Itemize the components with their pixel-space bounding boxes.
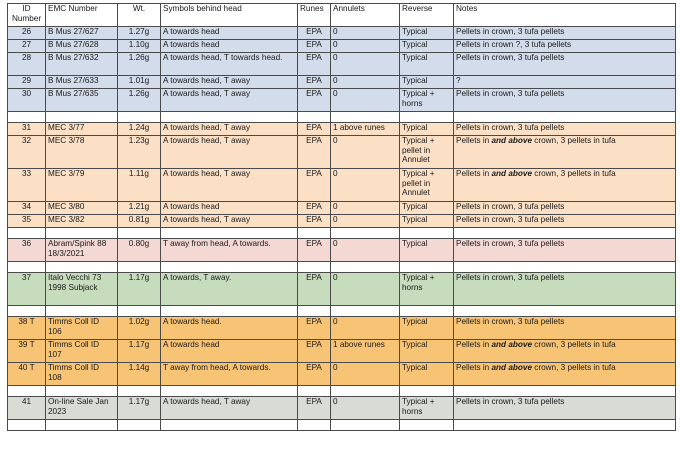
spacer-cell bbox=[298, 420, 331, 431]
spacer-cell bbox=[46, 386, 118, 397]
header-row bbox=[8, 4, 676, 27]
notes-text: crown, 3 pellets in tufa bbox=[532, 136, 616, 145]
table-row bbox=[8, 340, 676, 363]
spacer-cell bbox=[161, 420, 298, 431]
cell-annulets: 0 bbox=[331, 169, 400, 202]
cell-emc: On-line Sale Jan 2023 bbox=[46, 397, 118, 420]
spacer-row bbox=[8, 112, 676, 123]
cell-symbols: A towards head bbox=[161, 40, 298, 53]
cell-symbols: A towards head, T away bbox=[161, 136, 298, 169]
cell-annulets: 0 bbox=[331, 363, 400, 386]
spacer-cell bbox=[118, 262, 161, 273]
spacer-cell bbox=[298, 112, 331, 123]
header-wt: Wt. bbox=[118, 4, 161, 27]
cell-notes: Pellets in crown, 3 tufa pellets bbox=[454, 397, 676, 420]
spacer-cell bbox=[454, 262, 676, 273]
table-row bbox=[8, 27, 676, 40]
cell-symbols: A towards head bbox=[161, 27, 298, 40]
table-row bbox=[8, 89, 676, 112]
cell-wt: 1.17g bbox=[118, 273, 161, 306]
cell-emc: B Mus 27/627 bbox=[46, 27, 118, 40]
table-row bbox=[8, 317, 676, 340]
spacer-cell bbox=[46, 112, 118, 123]
cell-id: 30 bbox=[8, 89, 46, 112]
cell-reverse: Typical bbox=[400, 215, 454, 228]
notes-emphasis: and above bbox=[491, 136, 532, 145]
cell-reverse: Typical + pellet in Annulet bbox=[400, 169, 454, 202]
cell-symbols: A towards head, T away bbox=[161, 123, 298, 136]
spacer-cell bbox=[8, 386, 46, 397]
spacer-row bbox=[8, 228, 676, 239]
cell-runes: EPA bbox=[298, 317, 331, 340]
cell-symbols: T away from head, A towards. bbox=[161, 363, 298, 386]
cell-annulets: 1 above runes bbox=[331, 123, 400, 136]
spacer-cell bbox=[118, 386, 161, 397]
cell-annulets: 0 bbox=[331, 53, 400, 76]
table-row bbox=[8, 215, 676, 228]
cell-runes: EPA bbox=[298, 40, 331, 53]
header-annulets: Annulets bbox=[331, 4, 400, 27]
cell-runes: EPA bbox=[298, 363, 331, 386]
table-row bbox=[8, 40, 676, 53]
cell-wt: 1.24g bbox=[118, 123, 161, 136]
cell-annulets: 0 bbox=[331, 76, 400, 89]
spacer-cell bbox=[161, 262, 298, 273]
cell-runes: EPA bbox=[298, 169, 331, 202]
spacer-cell bbox=[331, 386, 400, 397]
header-reverse: Reverse bbox=[400, 4, 454, 27]
cell-reverse: Typical + pellet in Annulet bbox=[400, 136, 454, 169]
cell-annulets: 0 bbox=[331, 40, 400, 53]
cell-emc: B Mus 27/633 bbox=[46, 76, 118, 89]
table-row bbox=[8, 239, 676, 262]
cell-symbols: A towards head, T away bbox=[161, 76, 298, 89]
cell-runes: EPA bbox=[298, 340, 331, 363]
spacer-cell bbox=[8, 262, 46, 273]
notes-text: Pellets in bbox=[456, 340, 492, 349]
spacer-cell bbox=[454, 306, 676, 317]
cell-symbols: A towards head, T away bbox=[161, 397, 298, 420]
cell-emc: Abram/Spink 88 18/3/2021 bbox=[46, 239, 118, 262]
cell-annulets: 0 bbox=[331, 317, 400, 340]
table-row bbox=[8, 53, 676, 76]
cell-emc: MEC 3/79 bbox=[46, 169, 118, 202]
notes-text: Pellets in bbox=[456, 363, 492, 372]
cell-runes: EPA bbox=[298, 273, 331, 306]
spacer-cell bbox=[298, 386, 331, 397]
table-row bbox=[8, 136, 676, 169]
spacer-cell bbox=[400, 262, 454, 273]
notes-text: Pellets in bbox=[456, 169, 492, 178]
spacer-cell bbox=[331, 112, 400, 123]
spacer-cell bbox=[161, 228, 298, 239]
cell-reverse: Typical bbox=[400, 317, 454, 340]
cell-wt: 0.80g bbox=[118, 239, 161, 262]
header-id: ID Number bbox=[8, 4, 46, 27]
spacer-cell bbox=[298, 228, 331, 239]
cell-symbols: A towards head, T away bbox=[161, 89, 298, 112]
cell-wt: 1.26g bbox=[118, 53, 161, 76]
spacer-cell bbox=[454, 228, 676, 239]
cell-runes: EPA bbox=[298, 53, 331, 76]
cell-symbols: A towards head bbox=[161, 202, 298, 215]
table-row bbox=[8, 202, 676, 215]
spacer-cell bbox=[400, 420, 454, 431]
notes-emphasis: and above bbox=[491, 169, 532, 178]
cell-runes: EPA bbox=[298, 27, 331, 40]
cell-reverse: Typical + horns bbox=[400, 397, 454, 420]
cell-reverse: Typical bbox=[400, 340, 454, 363]
cell-notes: Pellets in crown, 3 tufa pellets bbox=[454, 273, 676, 306]
cell-notes: Pellets in crown, 3 tufa pellets bbox=[454, 215, 676, 228]
cell-symbols: A towards head, T away bbox=[161, 215, 298, 228]
header-emc: EMC Number bbox=[46, 4, 118, 27]
cell-wt: 1.14g bbox=[118, 363, 161, 386]
spacer-row bbox=[8, 306, 676, 317]
cell-emc: B Mus 27/632 bbox=[46, 53, 118, 76]
spacer-cell bbox=[331, 262, 400, 273]
cell-notes: ? bbox=[454, 76, 676, 89]
cell-wt: 1.17g bbox=[118, 397, 161, 420]
spacer-cell bbox=[454, 386, 676, 397]
cell-symbols: A towards head. bbox=[161, 317, 298, 340]
cell-annulets: 0 bbox=[331, 215, 400, 228]
cell-id: 28 bbox=[8, 53, 46, 76]
table-row bbox=[8, 123, 676, 136]
cell-runes: EPA bbox=[298, 202, 331, 215]
spacer-cell bbox=[161, 306, 298, 317]
spacer-cell bbox=[331, 420, 400, 431]
cell-reverse: Typical + horns bbox=[400, 273, 454, 306]
cell-id: 31 bbox=[8, 123, 46, 136]
cell-emc: MEC 3/78 bbox=[46, 136, 118, 169]
cell-annulets: 0 bbox=[331, 202, 400, 215]
table-body bbox=[8, 27, 676, 431]
spacer-row bbox=[8, 386, 676, 397]
cell-id: 41 bbox=[8, 397, 46, 420]
cell-id: 27 bbox=[8, 40, 46, 53]
notes-text: crown, 3 pellets in tufa bbox=[532, 363, 616, 372]
notes-text: crown, 3 pellets in tufa bbox=[532, 340, 616, 349]
cell-symbols: A towards, T away. bbox=[161, 273, 298, 306]
cell-notes: Pellets in crown, 3 tufa pellets bbox=[454, 317, 676, 340]
cell-id: 40 T bbox=[8, 363, 46, 386]
notes-text: Pellets in bbox=[456, 136, 492, 145]
cell-symbols: T away from head, A towards. bbox=[161, 239, 298, 262]
spacer-cell bbox=[454, 112, 676, 123]
spacer-cell bbox=[161, 112, 298, 123]
header-runes: Runes bbox=[298, 4, 331, 27]
spacer-cell bbox=[161, 386, 298, 397]
cell-reverse: Typical bbox=[400, 123, 454, 136]
spacer-cell bbox=[118, 112, 161, 123]
cell-wt: 1.02g bbox=[118, 317, 161, 340]
cell-id: 39 T bbox=[8, 340, 46, 363]
cell-runes: EPA bbox=[298, 89, 331, 112]
table-row bbox=[8, 397, 676, 420]
cell-emc: B Mus 27/628 bbox=[46, 40, 118, 53]
cell-notes: Pellets in crown, 3 tufa pellets bbox=[454, 53, 676, 76]
notes-emphasis: and above bbox=[491, 363, 532, 372]
cell-wt: 1.11g bbox=[118, 169, 161, 202]
cell-wt: 1.01g bbox=[118, 76, 161, 89]
cell-notes: Pellets in crown, 3 tufa pellets bbox=[454, 89, 676, 112]
notes-text: crown, 3 pellets in tufa bbox=[532, 169, 616, 178]
cell-notes bbox=[454, 363, 676, 386]
cell-reverse: Typical bbox=[400, 239, 454, 262]
spacer-cell bbox=[46, 262, 118, 273]
cell-notes: Pellets in crown, 3 tufa pellets bbox=[454, 239, 676, 262]
spacer-cell bbox=[8, 306, 46, 317]
cell-emc: Timms Coll ID 106 bbox=[46, 317, 118, 340]
spacer-cell bbox=[46, 228, 118, 239]
spacer-cell bbox=[400, 386, 454, 397]
cell-runes: EPA bbox=[298, 239, 331, 262]
cell-wt: 0.81g bbox=[118, 215, 161, 228]
cell-id: 35 bbox=[8, 215, 46, 228]
spacer-cell bbox=[400, 306, 454, 317]
table-row bbox=[8, 363, 676, 386]
cell-id: 29 bbox=[8, 76, 46, 89]
cell-reverse: Typical bbox=[400, 76, 454, 89]
cell-emc: Timms Coll ID 107 bbox=[46, 340, 118, 363]
coin-catalogue-sheet bbox=[7, 3, 675, 431]
spacer-cell bbox=[8, 420, 46, 431]
cell-notes: Pellets in crown, 3 tufa pellets bbox=[454, 27, 676, 40]
header-notes: Notes bbox=[454, 4, 676, 27]
cell-symbols: A towards head, T away bbox=[161, 169, 298, 202]
notes-emphasis: and above bbox=[491, 340, 532, 349]
spacer-cell bbox=[331, 228, 400, 239]
header-symbols: Symbols behind head bbox=[161, 4, 298, 27]
cell-wt: 1.27g bbox=[118, 27, 161, 40]
cell-id: 36 bbox=[8, 239, 46, 262]
cell-annulets: 0 bbox=[331, 273, 400, 306]
cell-emc: MEC 3/82 bbox=[46, 215, 118, 228]
coin-table bbox=[7, 3, 676, 431]
cell-id: 38 T bbox=[8, 317, 46, 340]
cell-symbols: A towards head bbox=[161, 340, 298, 363]
spacer-cell bbox=[400, 228, 454, 239]
spacer-cell bbox=[46, 420, 118, 431]
cell-reverse: Typical bbox=[400, 53, 454, 76]
cell-notes bbox=[454, 136, 676, 169]
cell-id: 37 bbox=[8, 273, 46, 306]
cell-annulets: 0 bbox=[331, 27, 400, 40]
cell-wt: 1.10g bbox=[118, 40, 161, 53]
cell-reverse: Typical bbox=[400, 202, 454, 215]
cell-annulets: 0 bbox=[331, 397, 400, 420]
cell-runes: EPA bbox=[298, 136, 331, 169]
table-row bbox=[8, 169, 676, 202]
spacer-cell bbox=[46, 306, 118, 317]
cell-runes: EPA bbox=[298, 215, 331, 228]
cell-emc: Timms Coll ID 108 bbox=[46, 363, 118, 386]
cell-id: 34 bbox=[8, 202, 46, 215]
spacer-cell bbox=[8, 228, 46, 239]
cell-wt: 1.23g bbox=[118, 136, 161, 169]
cell-symbols: A towards head, T towards head. bbox=[161, 53, 298, 76]
spacer-cell bbox=[118, 420, 161, 431]
spacer-cell bbox=[8, 112, 46, 123]
cell-id: 26 bbox=[8, 27, 46, 40]
spacer-cell bbox=[118, 306, 161, 317]
cell-emc: B Mus 27/635 bbox=[46, 89, 118, 112]
cell-emc: Italo Vecchi 73 1998 Subjack bbox=[46, 273, 118, 306]
spacer-row bbox=[8, 262, 676, 273]
cell-reverse: Typical bbox=[400, 27, 454, 40]
cell-emc: MEC 3/77 bbox=[46, 123, 118, 136]
spacer-cell bbox=[118, 228, 161, 239]
cell-runes: EPA bbox=[298, 123, 331, 136]
cell-id: 32 bbox=[8, 136, 46, 169]
cell-notes: Pellets in crown ?, 3 tufa pellets bbox=[454, 40, 676, 53]
table-row bbox=[8, 76, 676, 89]
cell-wt: 1.21g bbox=[118, 202, 161, 215]
cell-reverse: Typical + horns bbox=[400, 89, 454, 112]
cell-runes: EPA bbox=[298, 76, 331, 89]
cell-notes bbox=[454, 169, 676, 202]
table-row bbox=[8, 273, 676, 306]
cell-annulets: 0 bbox=[331, 89, 400, 112]
cell-notes: Pellets in crown, 3 tufa pellets bbox=[454, 202, 676, 215]
spacer-cell bbox=[454, 420, 676, 431]
spacer-row bbox=[8, 420, 676, 431]
cell-emc: MEC 3/80 bbox=[46, 202, 118, 215]
cell-reverse: Typical bbox=[400, 40, 454, 53]
cell-annulets: 0 bbox=[331, 136, 400, 169]
spacer-cell bbox=[331, 306, 400, 317]
cell-wt: 1.17g bbox=[118, 340, 161, 363]
cell-runes: EPA bbox=[298, 397, 331, 420]
cell-wt: 1.26g bbox=[118, 89, 161, 112]
cell-annulets: 0 bbox=[331, 239, 400, 262]
spacer-cell bbox=[298, 262, 331, 273]
cell-id: 33 bbox=[8, 169, 46, 202]
cell-notes: Pellets in crown, 3 tufa pellets bbox=[454, 123, 676, 136]
cell-annulets: 1 above runes bbox=[331, 340, 400, 363]
cell-reverse: Typical bbox=[400, 363, 454, 386]
spacer-cell bbox=[298, 306, 331, 317]
cell-notes bbox=[454, 340, 676, 363]
spacer-cell bbox=[400, 112, 454, 123]
